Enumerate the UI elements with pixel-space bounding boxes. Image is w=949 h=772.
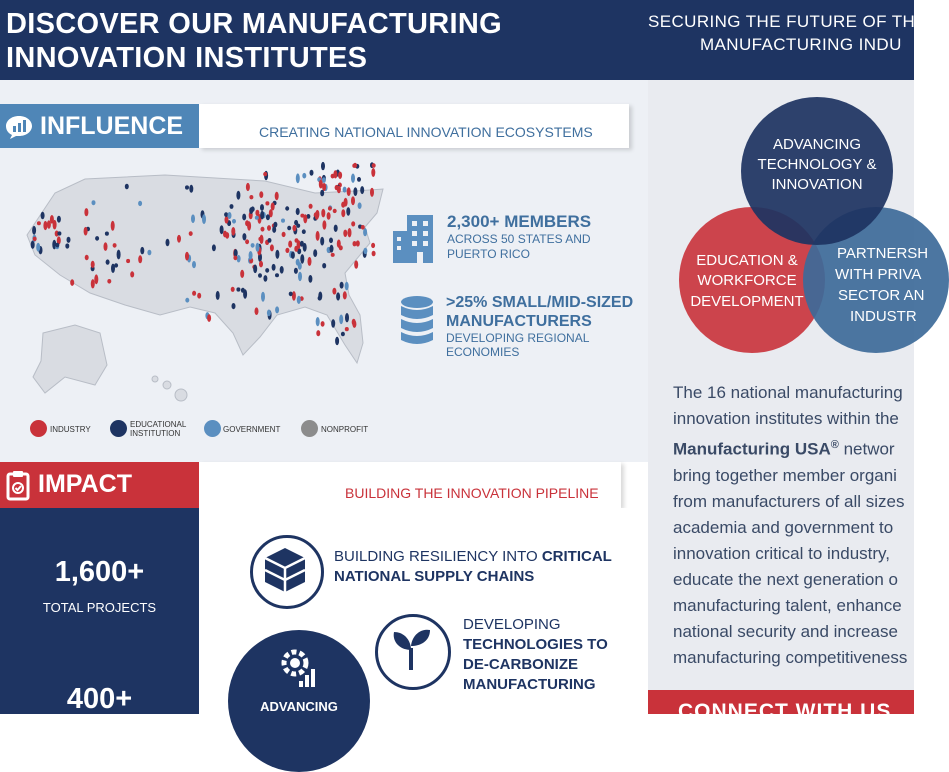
member-dot <box>255 216 259 220</box>
member-dot <box>308 275 312 283</box>
venn-left-line2: WORKFORCE <box>697 272 797 289</box>
member-dot <box>353 187 357 196</box>
impact-subtitle: BUILDING THE INNOVATION PIPELINE <box>345 485 599 501</box>
member-dot <box>302 229 306 234</box>
member-dot <box>341 209 345 217</box>
member-dot <box>281 219 285 223</box>
venn-right-line2: WITH PRIVA <box>835 266 922 283</box>
members-stat: 2,300+ MEMBERS <box>447 212 592 231</box>
member-dot <box>309 204 313 209</box>
member-dot <box>242 233 246 240</box>
venn-right-line4: INDUSTR <box>850 308 917 325</box>
supply-chain-text-2: NATIONAL SUPPLY CHAINS <box>334 568 535 585</box>
member-dot <box>43 221 47 230</box>
member-dot <box>224 212 228 217</box>
chat-chart-icon <box>4 114 34 140</box>
member-dot <box>300 241 304 247</box>
member-dot <box>228 212 232 219</box>
member-dot <box>334 225 338 232</box>
member-dot <box>345 327 349 331</box>
member-dot <box>370 188 374 197</box>
page-title-line2: INNOVATION INSTITUTES <box>6 42 368 74</box>
member-dot <box>341 332 345 337</box>
member-dot <box>106 259 110 264</box>
member-dot <box>294 246 298 252</box>
clipboard-check-icon <box>6 470 30 500</box>
venn-right-line3: SECTOR AN <box>838 287 925 304</box>
member-dot <box>321 162 325 170</box>
member-dot <box>275 306 279 313</box>
member-dot <box>230 204 234 209</box>
member-dot <box>322 220 326 229</box>
member-dot <box>331 253 335 257</box>
member-dot <box>261 227 265 232</box>
gear-chart-icon <box>277 645 323 691</box>
member-dot <box>231 227 235 236</box>
member-dot <box>91 261 95 268</box>
member-dot <box>272 264 276 271</box>
member-dot <box>357 177 361 182</box>
member-dot <box>107 279 111 284</box>
member-dot <box>280 266 284 274</box>
member-dot <box>296 208 300 215</box>
member-dot <box>207 314 211 322</box>
member-dot <box>192 261 196 268</box>
member-dot <box>240 270 244 278</box>
member-dot <box>91 279 95 288</box>
venn-left-line1: EDUCATION & <box>696 252 798 269</box>
member-dot <box>220 225 224 234</box>
member-dot <box>320 237 324 246</box>
member-dot <box>331 319 335 328</box>
member-dot <box>246 183 250 191</box>
member-dot <box>316 317 320 326</box>
member-dot <box>351 174 355 183</box>
member-dot <box>318 296 322 301</box>
member-dot <box>339 315 343 325</box>
total-projects-number: 1,600+ <box>54 556 145 588</box>
member-dot <box>298 262 302 270</box>
member-dot <box>308 257 312 266</box>
member-dot <box>291 251 295 258</box>
member-dot <box>84 227 88 236</box>
member-dot <box>85 255 89 260</box>
member-dot <box>105 232 109 236</box>
alaska-shape <box>33 325 107 393</box>
member-dot <box>343 230 347 237</box>
member-dot <box>265 201 269 205</box>
member-dot <box>351 196 355 205</box>
member-dot <box>351 221 355 226</box>
member-dot <box>275 250 279 259</box>
connect-label[interactable]: CONNECT WITH US <box>678 700 892 723</box>
decarbonize-text-2: TECHNOLOGIES TO <box>463 636 608 653</box>
member-dot <box>55 243 59 248</box>
member-dot <box>372 251 376 257</box>
member-dot <box>231 287 235 292</box>
member-dot <box>189 185 193 193</box>
member-dot <box>104 242 108 251</box>
total-projects-label: TOTAL PROJECTS <box>42 600 157 615</box>
member-dot <box>328 206 332 210</box>
member-dot <box>322 263 326 268</box>
member-dot <box>50 215 54 224</box>
legend-dot-industry <box>30 420 47 437</box>
member-dot <box>65 243 69 248</box>
member-dot <box>117 250 121 260</box>
member-dot <box>202 214 206 224</box>
member-dot <box>232 219 236 224</box>
member-dot <box>340 282 344 289</box>
member-dot <box>313 249 317 257</box>
decarbonize-text-1: DEVELOPING <box>463 616 561 633</box>
member-dot <box>33 237 37 242</box>
sprout-icon <box>390 626 432 672</box>
member-dot <box>126 259 130 263</box>
member-dot <box>353 163 357 168</box>
member-dot <box>185 252 189 261</box>
member-dot <box>259 191 263 198</box>
member-dot <box>260 204 264 211</box>
member-dot <box>329 238 333 244</box>
advancing-label: ADVANCING <box>260 699 338 714</box>
member-dot <box>335 337 339 345</box>
member-dot <box>315 212 319 220</box>
member-dot <box>360 186 364 194</box>
member-dot <box>189 231 193 236</box>
building-icon <box>393 213 435 265</box>
member-dot <box>111 264 115 273</box>
member-dot <box>294 268 298 274</box>
member-dot <box>57 231 61 235</box>
member-dot <box>330 245 334 253</box>
member-dot <box>353 241 357 246</box>
venn-left-line3: DEVELOPMENT <box>690 293 804 310</box>
tagline-line2: MANUFACTURING INDU <box>700 35 902 54</box>
member-dot <box>267 310 271 317</box>
member-dot <box>177 235 181 243</box>
members-detail-2: PUERTO RICO <box>447 247 530 261</box>
member-dot <box>260 211 264 220</box>
venn-right-line1: PARTNERSH <box>837 245 929 262</box>
tagline-line1: SECURING THE FUTURE OF TH <box>648 12 916 31</box>
influence-title: INFLUENCE <box>40 112 184 140</box>
member-dot <box>294 220 298 225</box>
member-dot <box>336 292 340 300</box>
member-dot <box>185 185 189 189</box>
member-dot <box>292 225 296 231</box>
member-dot <box>258 273 262 278</box>
member-dot <box>232 303 236 309</box>
member-dot <box>265 268 269 273</box>
influence-subtitle: CREATING NATIONAL INNOVATION ECOSYSTEMS <box>259 124 593 140</box>
member-dot <box>197 293 201 299</box>
box-icon <box>263 546 307 594</box>
member-dot <box>241 288 245 293</box>
member-dot <box>321 321 325 327</box>
member-dot <box>234 249 238 257</box>
member-dot <box>345 282 349 291</box>
member-dot <box>37 221 41 225</box>
member-dot <box>251 243 255 248</box>
member-dot <box>263 172 267 176</box>
member-dot <box>255 210 259 216</box>
member-dot <box>285 206 289 210</box>
member-dot <box>94 274 98 284</box>
member-dot <box>344 198 348 207</box>
member-dot <box>338 172 342 179</box>
member-dot <box>346 207 350 216</box>
member-dot <box>147 250 151 256</box>
legend-label-education-1: EDUCATIONAL <box>130 420 187 429</box>
member-dot <box>113 243 117 248</box>
decarbonize-text-4: MANUFACTURING <box>463 676 596 693</box>
legend-dot-education <box>110 420 127 437</box>
member-dot <box>371 243 375 248</box>
legend-label-education-2: INSTITUTION <box>130 429 181 438</box>
member-dot <box>270 244 274 251</box>
member-dot <box>41 212 45 219</box>
member-dot <box>111 221 115 231</box>
legend-label-nonprofit: NONPROFIT <box>321 425 369 434</box>
us-members-map <box>15 165 395 415</box>
member-dot <box>70 279 74 286</box>
venn-top-line3: INNOVATION <box>771 176 863 193</box>
member-dot <box>268 238 272 243</box>
member-dot <box>266 214 270 220</box>
venn-top-line2: TECHNOLOGY & <box>757 156 877 173</box>
legend-dot-government <box>204 420 221 437</box>
member-dot <box>298 272 302 281</box>
member-dot <box>242 214 246 221</box>
member-dot <box>253 265 257 274</box>
impact-title: IMPACT <box>38 470 132 498</box>
member-dot <box>185 298 189 303</box>
member-dot <box>321 209 325 218</box>
member-dot <box>292 291 296 301</box>
member-dot <box>255 307 259 315</box>
member-dot <box>130 271 134 277</box>
member-dot <box>343 187 347 193</box>
member-dot <box>310 170 314 176</box>
second-stat-number: 400+ <box>66 683 133 715</box>
member-dot <box>345 313 349 322</box>
member-dot <box>32 226 36 235</box>
member-dot <box>249 195 253 199</box>
regional-detail-2: ECONOMIES <box>446 345 520 359</box>
member-dot <box>259 261 263 268</box>
member-dot <box>249 207 253 214</box>
member-dot <box>236 287 240 291</box>
member-dot <box>300 254 304 264</box>
member-dot <box>245 239 249 244</box>
member-dot <box>333 209 337 213</box>
member-dot <box>302 173 306 179</box>
member-dot <box>125 184 129 190</box>
decarbonize-text-3: DE-CARBONIZE <box>463 656 578 673</box>
member-dot <box>287 226 291 231</box>
database-icon <box>398 295 436 347</box>
member-dot <box>140 247 144 254</box>
member-dot <box>337 186 341 194</box>
hawaii-shape <box>152 376 187 401</box>
member-dot <box>212 244 216 251</box>
member-dot <box>363 248 367 254</box>
member-dot <box>216 291 220 300</box>
member-dot <box>138 255 142 263</box>
small-manufacturers-stat-1: >25% SMALL/MID-SIZED <box>446 294 634 311</box>
member-dot <box>331 174 335 179</box>
member-dot <box>261 292 265 302</box>
regional-detail-1: DEVELOPING REGIONAL <box>446 331 590 345</box>
member-dot <box>233 256 237 261</box>
legend-label-government: GOVERNMENT <box>223 425 281 434</box>
member-dot <box>258 237 262 241</box>
member-dot <box>358 202 362 209</box>
member-dot <box>247 221 251 230</box>
member-dot <box>354 260 358 268</box>
member-dot <box>289 292 293 297</box>
member-dot <box>84 208 88 216</box>
member-dot <box>92 200 96 205</box>
supply-chain-text-1: BUILDING RESILIENCY INTO CRITICAL <box>334 548 612 565</box>
member-dot <box>320 190 324 197</box>
member-dot <box>371 168 375 177</box>
member-dot <box>288 241 292 248</box>
member-dot <box>225 232 229 239</box>
member-dot <box>249 251 253 260</box>
member-dot <box>236 191 240 200</box>
member-dot <box>275 273 279 277</box>
member-dot <box>57 216 61 223</box>
about-paragraph: The 16 national manufacturing innovation institutes within the Manufacturing USA® networ bring together member organi from manufacturers of all sizes academia and government to innovation critical to industry, educate the next generation o manufacturing talent, enhance national security and increase manufacturing competitiveness <box>673 383 908 667</box>
member-dot <box>361 225 365 230</box>
member-dot <box>303 214 307 223</box>
member-dot <box>296 173 300 183</box>
member-dot <box>332 288 336 295</box>
member-dot <box>36 243 40 252</box>
members-detail-1: ACROSS 50 STATES AND <box>447 232 591 246</box>
member-dot <box>352 320 356 328</box>
member-dot <box>347 187 351 196</box>
member-dot <box>285 248 289 253</box>
member-dot <box>272 226 276 233</box>
member-dot <box>138 201 142 206</box>
small-manufacturers-stat-2: MANUFACTURERS <box>446 313 592 330</box>
member-dot <box>192 291 196 296</box>
member-dot <box>327 212 331 220</box>
member-dot <box>348 228 352 237</box>
venn-top-line1: ADVANCING <box>772 136 862 153</box>
member-dot <box>275 192 279 200</box>
member-dot <box>267 225 271 231</box>
member-dot <box>166 239 170 246</box>
member-dot <box>67 237 71 243</box>
member-dot <box>95 236 99 241</box>
legend-dot-nonprofit <box>301 420 318 437</box>
member-dot <box>256 243 260 252</box>
member-dot <box>191 214 195 223</box>
member-dot <box>319 180 323 189</box>
legend-label-industry: INDUSTRY <box>50 425 91 434</box>
page-title-line1: DISCOVER OUR MANUFACTURING <box>6 8 502 40</box>
member-dot <box>343 291 347 299</box>
member-dot <box>339 245 343 250</box>
member-dot <box>282 232 286 237</box>
member-dot <box>263 275 267 282</box>
member-dot <box>316 330 320 336</box>
member-dot <box>372 163 376 168</box>
member-dot <box>297 296 301 304</box>
member-dot <box>271 203 275 211</box>
member-dot <box>316 231 320 241</box>
